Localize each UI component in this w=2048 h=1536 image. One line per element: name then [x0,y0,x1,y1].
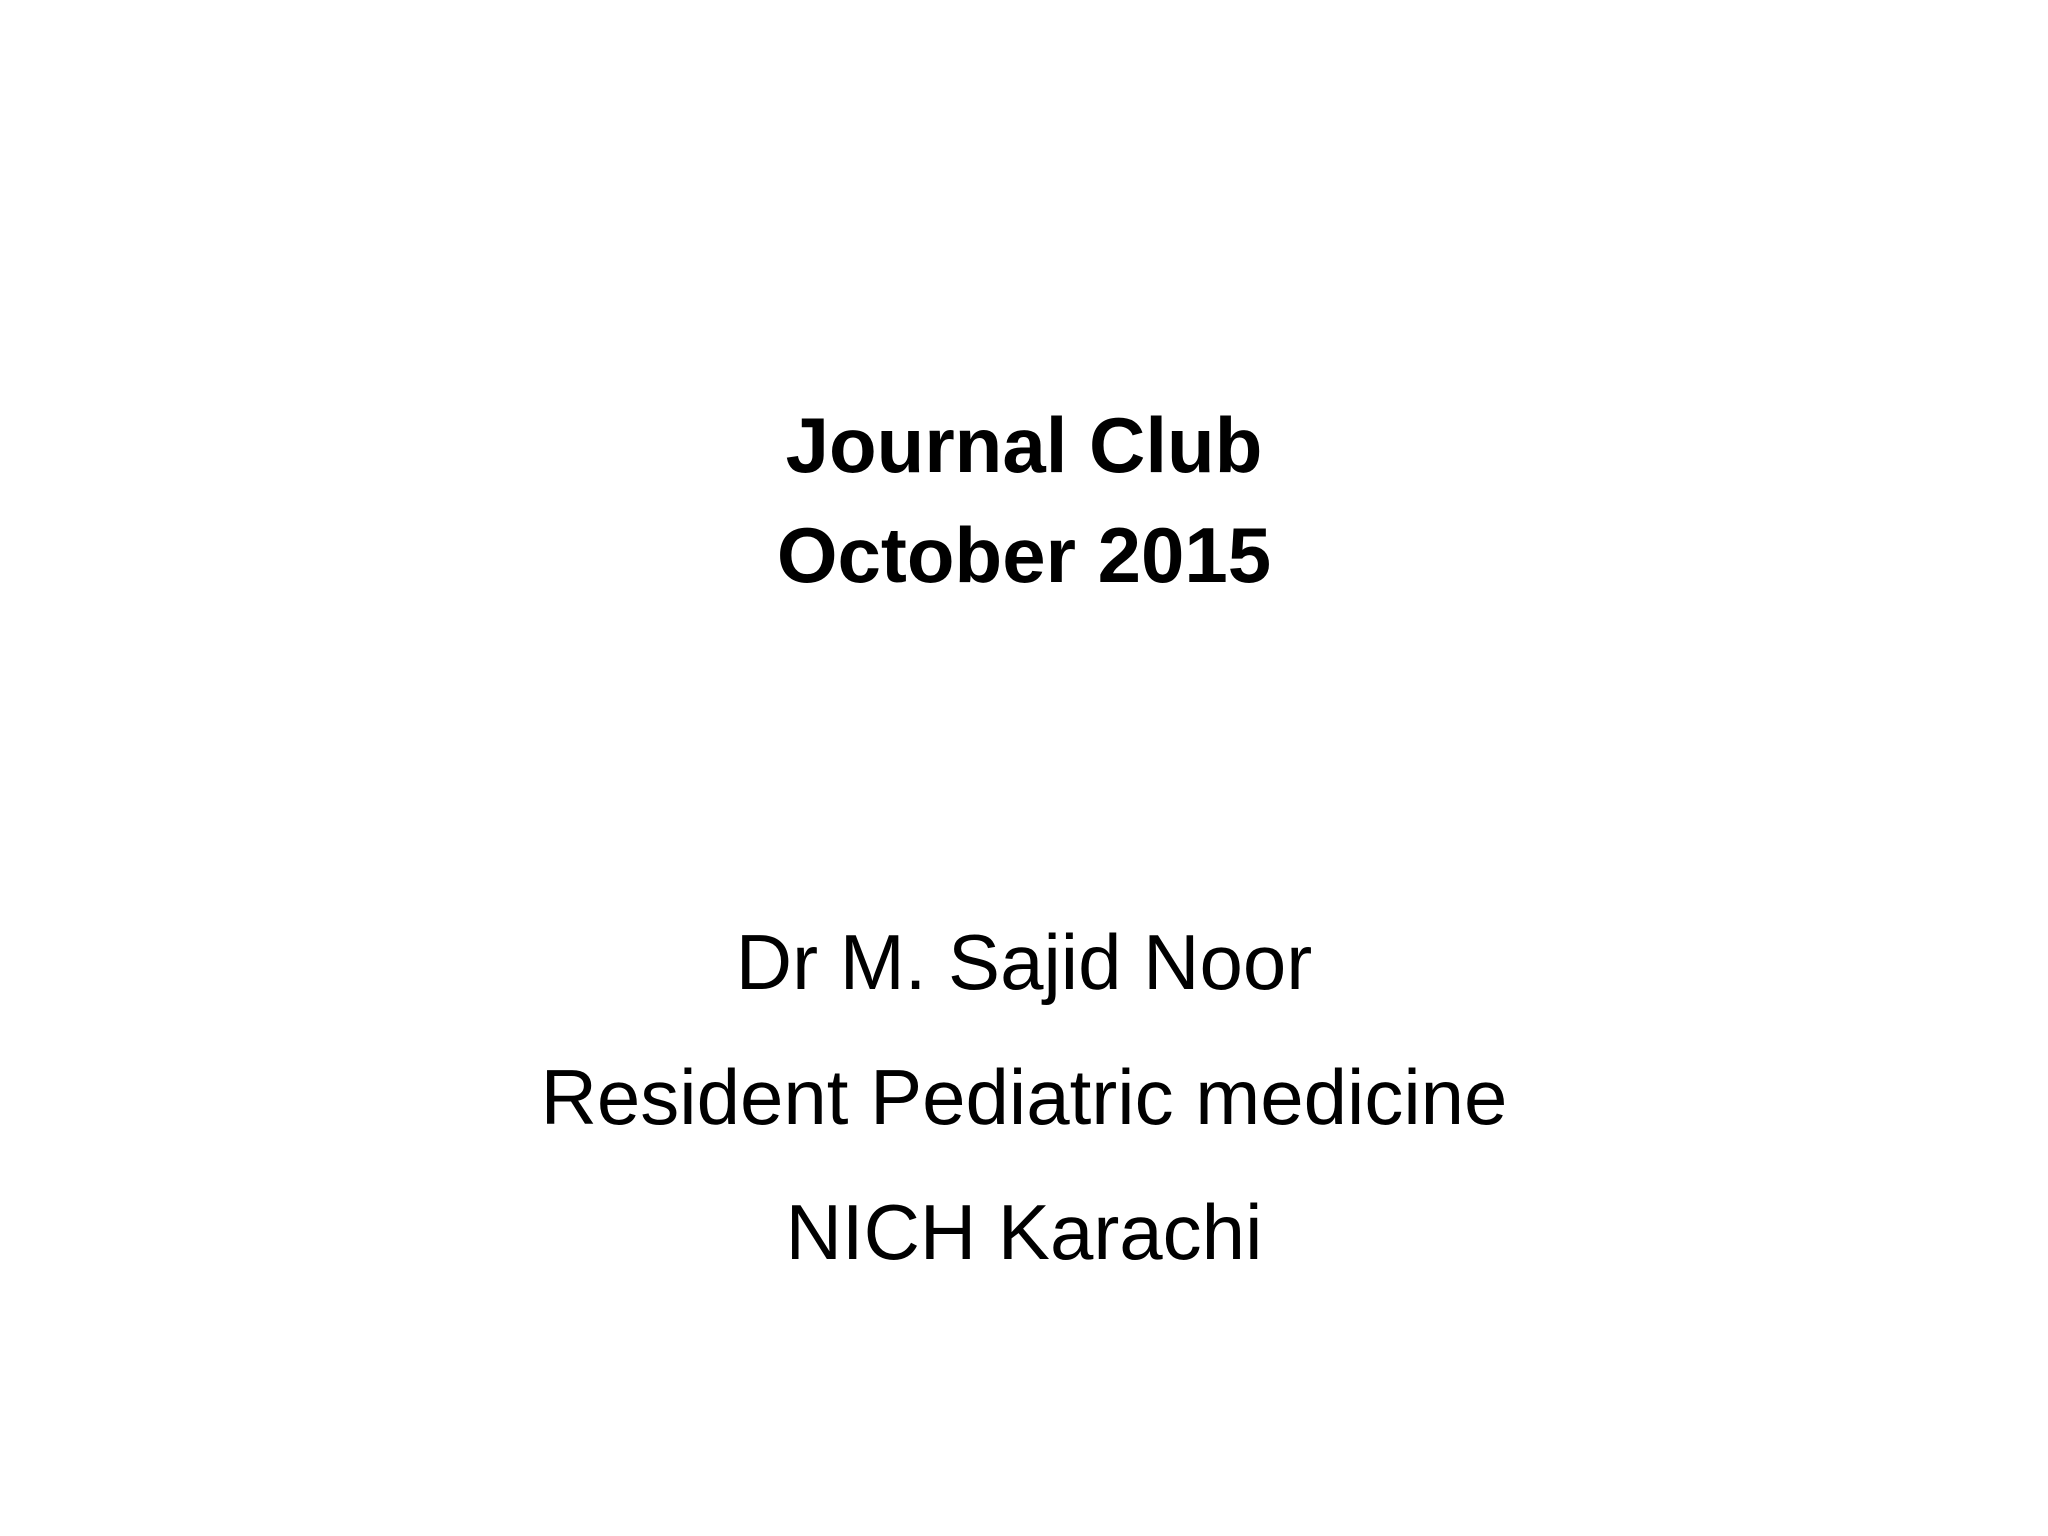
title-line-date: October 2015 [776,511,1272,599]
slide-subtitle [0,895,2048,1300]
title-line-journal-club: Journal Club [785,401,1263,489]
presenter-name: Dr M. Sajid Noor [735,918,1313,1006]
presenter-institution: NICH Karachi [785,1188,1263,1276]
slide-title [0,390,2048,610]
presenter-role: Resident Pediatric medicine [540,1053,1508,1141]
